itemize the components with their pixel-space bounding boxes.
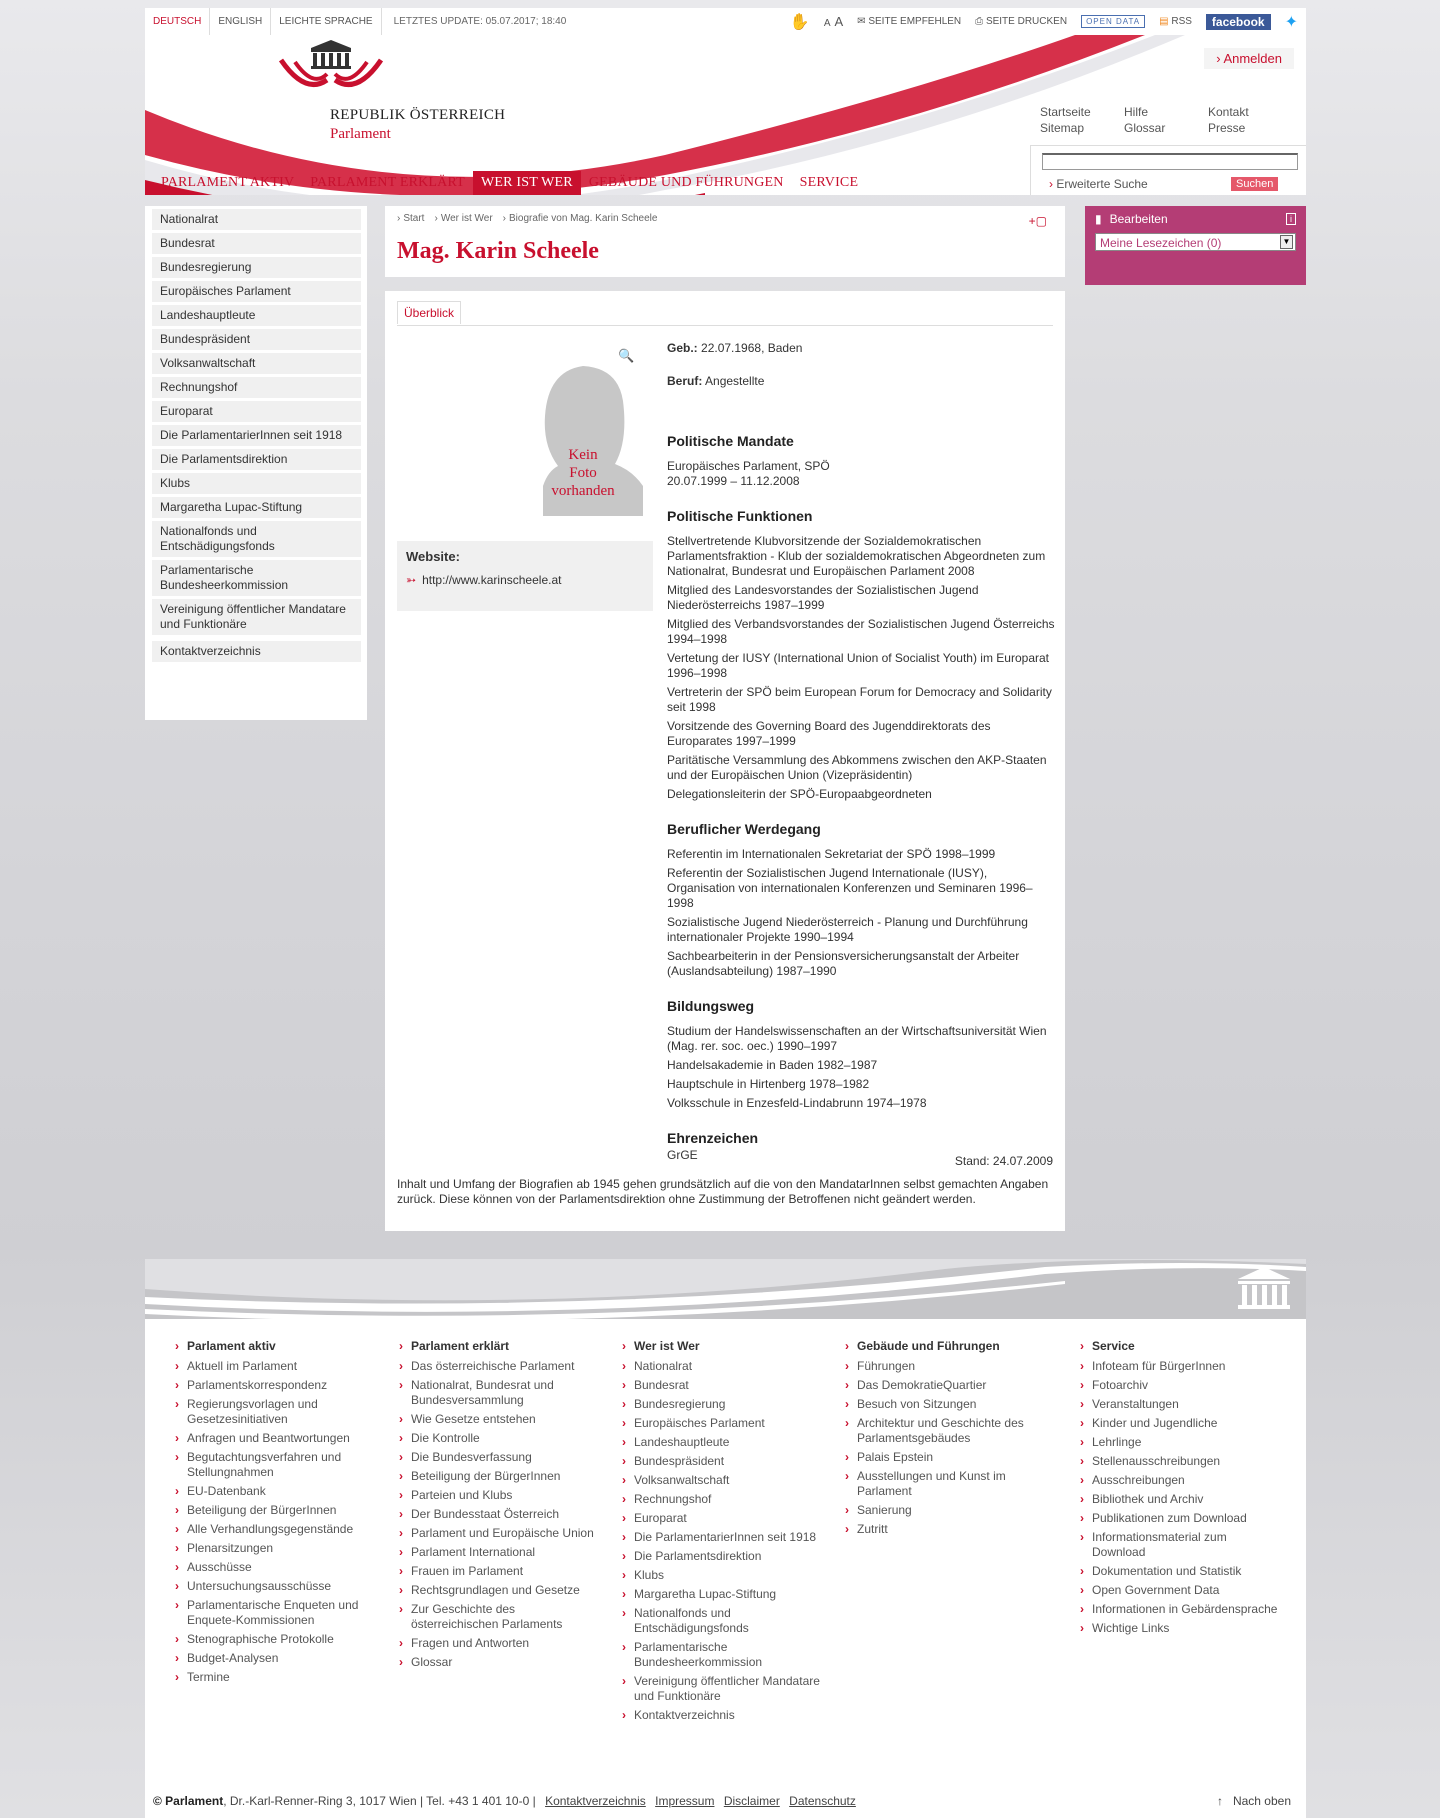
bio-item: Vertetung der IUSY (International Union of Socialist Youth) im Europarat 1996–1998	[667, 651, 1050, 680]
profession-value: Angestellte	[705, 374, 765, 388]
sidebar-item[interactable]: Kontaktverzeichnis	[152, 641, 361, 662]
biography	[667, 341, 1057, 1167]
parliament-logo-icon[interactable]	[275, 40, 387, 100]
footer-column	[622, 1339, 822, 1727]
footer-link-impressum[interactable]: Impressum	[655, 1794, 715, 1808]
search-box	[1030, 145, 1306, 195]
no-photo-line: vorhanden	[551, 483, 615, 499]
footer-link[interactable]: › Europarat	[622, 1511, 822, 1526]
footer-link[interactable]: › Plenarsitzungen	[175, 1541, 375, 1556]
bio-section-title: Politische Mandate	[667, 433, 794, 449]
footer-bottom	[153, 1794, 856, 1808]
page-title: Mag. Karin Scheele	[397, 238, 599, 264]
footer-link[interactable]: › Europäisches Parlament	[622, 1416, 822, 1431]
bio-item: Europäisches Parlament, SPÖ 20.07.1999 – 11.12.2008	[667, 459, 830, 488]
nav-service[interactable]: SERVICE	[799, 175, 859, 190]
profession-info	[667, 374, 1057, 389]
sidebar-item[interactable]: Rechnungshof	[152, 377, 361, 398]
link-hilfe[interactable]: Hilfe	[1124, 105, 1149, 119]
birth-info	[667, 341, 1057, 356]
sidebar-item[interactable]: Landeshauptleute	[152, 305, 361, 326]
sidebar-item[interactable]: Nationalrat	[152, 209, 361, 230]
breadcrumb-wer-ist-wer[interactable]: › Wer ist Wer	[434, 213, 492, 224]
footer-link[interactable]: › Rechtsgrundlagen und Gesetze	[399, 1583, 599, 1598]
sidebar-item[interactable]: Volksanwaltschaft	[152, 353, 361, 374]
magnifier-icon[interactable]: 🔍	[618, 348, 635, 363]
sidebar-item[interactable]: Die Parlamentsdirektion	[152, 449, 361, 470]
title-card	[385, 206, 1065, 277]
chevron-down-icon: ▼	[1280, 235, 1293, 249]
search-input[interactable]	[1042, 153, 1298, 170]
footer-link[interactable]: › Parlament International	[399, 1545, 599, 1560]
nav-gebaeude-fuehrungen[interactable]: GEBÄUDE UND FÜHRUNGEN	[588, 175, 784, 190]
sidebar-item[interactable]: Parlamentarische Bundesheerkommission	[152, 560, 361, 596]
footer-link[interactable]: › Klubs	[622, 1568, 822, 1583]
footer-link[interactable]: › Bundesregierung	[622, 1397, 822, 1412]
footer-link[interactable]: › Untersuchungsausschüsse	[175, 1579, 375, 1594]
main-content	[385, 291, 1065, 1231]
footer-link[interactable]: › Margaretha Lupac-Stiftung	[622, 1587, 822, 1602]
stand-date: Stand: 24.07.2009	[954, 1154, 1053, 1168]
website-link[interactable]	[406, 573, 644, 587]
footer-link[interactable]: › Alle Verhandlungsgegenstände	[175, 1522, 375, 1537]
login-button[interactable]	[1204, 48, 1294, 69]
sidebar-item[interactable]: Europarat	[152, 401, 361, 422]
footer-link[interactable]: › Landeshauptleute	[622, 1435, 822, 1450]
bio-item: Studium der Handelswissenschaften an der Wirtschaftsuniversität Wien (Mag. rer. soc. oec.) 1990–1997	[667, 1024, 1047, 1053]
footer-link[interactable]: › Zur Geschichte des österreichischen Parlaments	[399, 1602, 599, 1632]
footer-link[interactable]: › Informationsmaterial zum Download	[1080, 1530, 1280, 1560]
footer-link[interactable]: › Beteiligung der BürgerInnen	[399, 1469, 599, 1484]
top-tools	[790, 12, 1306, 32]
lang-deutsch[interactable]: DEUTSCH	[145, 8, 210, 35]
rss-link[interactable]	[1159, 16, 1192, 27]
chevron-right-icon: ›	[1049, 177, 1053, 191]
link-startseite[interactable]: Startseite	[1040, 105, 1091, 119]
footer-link[interactable]: › Begutachtungsverfahren und Stellungnahmen	[175, 1450, 375, 1480]
rss-label: RSS	[1171, 16, 1192, 27]
copyright: © Parlament	[153, 1794, 224, 1808]
edit-label[interactable]: Bearbeiten	[1109, 212, 1168, 226]
login-label: Anmelden	[1223, 51, 1282, 66]
back-to-top-label: Nach oben	[1232, 1794, 1291, 1808]
nav-parlament-aktiv[interactable]: PARLAMENT AKTIV	[161, 175, 295, 190]
footer-link[interactable]: › Budget-Analysen	[175, 1651, 375, 1666]
footer-column-title[interactable]: › Wer ist Wer	[622, 1339, 822, 1353]
footer-link[interactable]: › Anfragen und Beantwortungen	[175, 1431, 375, 1446]
footer-link[interactable]: › Zutritt	[845, 1522, 1045, 1537]
meta-links	[1040, 105, 1292, 135]
footer-link[interactable]: › Lehrlinge	[1080, 1435, 1280, 1450]
footer-link-kontaktverzeichnis[interactable]: Kontaktverzeichnis	[545, 1794, 646, 1808]
footer-link[interactable]: › Ausstellungen und Kunst im Parlament	[845, 1469, 1045, 1499]
footer-link[interactable]: › Führungen	[845, 1359, 1045, 1374]
footer-link[interactable]: › Wie Gesetze entstehen	[399, 1412, 599, 1427]
link-kontakt[interactable]: Kontakt	[1208, 105, 1249, 119]
bio-item: Hauptschule in Hirtenberg 1978–1982	[667, 1077, 870, 1091]
footer-link[interactable]: › Parlamentarische Bundesheerkommission	[622, 1640, 822, 1670]
footer-link[interactable]: › Sanierung	[845, 1503, 1045, 1518]
footer-link[interactable]: › Wichtige Links	[1080, 1621, 1280, 1636]
profession-label: Beruf:	[667, 374, 703, 388]
footer-link[interactable]: › Stellenausschreibungen	[1080, 1454, 1280, 1469]
font-size-controls	[824, 14, 843, 29]
footer-column-title[interactable]: › Parlament aktiv	[175, 1339, 375, 1353]
address: , Dr.-Karl-Renner-Ring 3, 1017 Wien | Tel. +43 1 401 10-0 |	[223, 1794, 536, 1808]
open-data-button[interactable]: OPEN DATA	[1081, 15, 1145, 28]
add-bookmark-icon[interactable]: +▢	[1028, 214, 1047, 228]
bookmark-panel-header	[1095, 212, 1296, 226]
lang-english[interactable]: ENGLISH	[210, 8, 271, 35]
bio-section-title: Politische Funktionen	[667, 508, 813, 524]
bio-section-title: Beruflicher Werdegang	[667, 821, 821, 837]
last-update: LETZTES UPDATE: 05.07.2017; 18:40	[393, 16, 567, 27]
footer-column-title[interactable]: › Parlament erklärt	[399, 1339, 599, 1353]
footer-link[interactable]: › Parlamentarische Enqueten und Enquete-Kommissionen	[175, 1598, 375, 1628]
back-to-top-link[interactable]	[1217, 1794, 1291, 1808]
footer-link[interactable]: › Bundespräsident	[622, 1454, 822, 1469]
envelope-icon: ✉	[857, 16, 866, 27]
birth-label: Geb.:	[667, 341, 698, 355]
breadcrumb-start[interactable]: › Start	[397, 213, 424, 224]
print-label: SEITE DRUCKEN	[985, 16, 1068, 27]
bio-item: Paritätische Versammlung des Abkommens zwischen den AKP-Staaten und der Europäischen Union (Vizepräsidentin)	[667, 753, 1047, 782]
bio-item: GrGE	[667, 1148, 698, 1162]
no-photo-line: Kein	[568, 447, 598, 463]
birth-value: 22.07.1968, Baden	[701, 341, 803, 355]
footer-link[interactable]: › EU-Datenbank	[175, 1484, 375, 1499]
footer-link[interactable]: › Open Government Data	[1080, 1583, 1280, 1598]
footer-column	[1080, 1339, 1280, 1640]
sidebar-item[interactable]: Vereinigung öffentlicher Mandatare und Funktionäre	[152, 599, 361, 635]
footer-link[interactable]: › Palais Epstein	[845, 1450, 1045, 1465]
footer-link[interactable]: › Die ParlamentarierInnen seit 1918	[622, 1530, 822, 1545]
bio-item: Delegationsleiterin der SPÖ-Europaabgeordneten	[667, 787, 932, 801]
footer-column-title[interactable]: › Service	[1080, 1339, 1280, 1353]
footer-link[interactable]: › Beteiligung der BürgerInnen	[175, 1503, 375, 1518]
bookmarks-select[interactable]	[1095, 233, 1296, 251]
footer	[145, 1259, 1306, 1818]
main-nav	[153, 171, 866, 195]
recommend-label: SEITE EMPFEHLEN	[868, 16, 962, 27]
sign-language-icon[interactable]: ✋	[789, 13, 810, 31]
bio-item: Mitglied des Landesvorstandes der Sozialistischen Jugend Niederösterreichs 1987–1999	[667, 583, 979, 612]
link-sitemap[interactable]: Sitemap	[1040, 121, 1085, 135]
nav-parlament-erklaert[interactable]: PARLAMENT ERKLÄRT	[310, 175, 465, 190]
footer-link[interactable]: › Fotoarchiv	[1080, 1378, 1280, 1393]
search-button[interactable]: Suchen	[1231, 177, 1278, 191]
footer-link[interactable]: › Das österreichische Parlament	[399, 1359, 599, 1374]
footer-column	[175, 1339, 375, 1689]
footer-link[interactable]: › Informationen in Gebärdensprache	[1080, 1602, 1280, 1617]
top-bar	[145, 8, 1306, 35]
footer-link[interactable]: › Architektur und Geschichte des Parlamentsgebäudes	[845, 1416, 1045, 1446]
chevron-right-icon: ›	[1216, 51, 1221, 66]
link-presse[interactable]: Presse	[1208, 121, 1246, 135]
parlament-subtitle: Parlament	[330, 126, 391, 142]
footer-link[interactable]: › Frauen im Parlament	[399, 1564, 599, 1579]
font-large-button[interactable]: A	[834, 14, 844, 29]
footer-link-datenschutz[interactable]: Datenschutz	[789, 1794, 856, 1808]
republic-title: REPUBLIK ÖSTERREICH	[330, 107, 506, 123]
sidebar-item[interactable]: Bundespräsident	[152, 329, 361, 350]
font-small-button[interactable]: A	[823, 18, 831, 29]
footer-link[interactable]: › Regierungsvorlagen und Gesetzesinitiativen	[175, 1397, 375, 1427]
footer-link-disclaimer[interactable]: Disclaimer	[723, 1794, 780, 1808]
recommend-link[interactable]	[857, 16, 961, 27]
bookmark-icon: ▮	[1095, 212, 1102, 226]
footer-link[interactable]: › Aktuell im Parlament	[175, 1359, 375, 1374]
footer-link[interactable]: › Besuch von Sitzungen	[845, 1397, 1045, 1412]
bio-item: Handelsakademie in Baden 1982–1987	[667, 1058, 878, 1072]
footer-link[interactable]: › Termine	[175, 1670, 375, 1685]
footer-link[interactable]: › Kinder und Jugendliche	[1080, 1416, 1280, 1431]
lang-leichte-sprache[interactable]: LEICHTE SPRACHE	[271, 8, 381, 35]
sidebar-item[interactable]: Margaretha Lupac-Stiftung	[152, 497, 361, 518]
bio-section-title: Bildungsweg	[667, 998, 755, 1014]
bookmark-panel	[1085, 206, 1306, 285]
no-photo-text	[523, 446, 643, 500]
advanced-search-label: Erweiterte Suche	[1056, 177, 1148, 191]
footer-link[interactable]: › Parlament und Europäische Union	[399, 1526, 599, 1541]
bio-item: Mitglied des Verbandsvorstandes der Sozialistischen Jugend Österreichs 1994–1998	[667, 617, 1055, 646]
footer-column	[845, 1339, 1045, 1541]
footer-link[interactable]: › Stenographische Protokolle	[175, 1632, 375, 1647]
footer-link[interactable]: › Nationalrat, Bundesrat und Bundesversammlung	[399, 1378, 599, 1408]
bio-item: Stellvertretende Klubvorsitzende der Sozialdemokratischen Parlamentsfraktion - Klub der sozialdemokratischen Abgeordneten zum Nationalrat, Bundesrat und Europäischen Parlament 2008	[667, 534, 1046, 578]
website-label: Website:	[406, 549, 460, 564]
footer-link[interactable]: › Nationalfonds und Entschädigungsfonds	[622, 1606, 822, 1636]
footer-link[interactable]: › Veranstaltungen	[1080, 1397, 1280, 1412]
footer-swoosh	[145, 1259, 1306, 1319]
footer-link[interactable]: › Volksanwaltschaft	[622, 1473, 822, 1488]
bio-item: Vertreterin der SPÖ beim European Forum for Democracy and Solidarity seit 1998	[667, 685, 1052, 714]
bookmarks-select-value: Meine Lesezeichen (0)	[1100, 236, 1222, 250]
footer-link[interactable]: › Nationalrat	[622, 1359, 822, 1374]
sidebar-item[interactable]: Die ParlamentarierInnen seit 1918	[152, 425, 361, 446]
bio-item: Volksschule in Enzesfeld-Lindabrunn 1974–1978	[667, 1096, 927, 1110]
footer-link[interactable]: › Bibliothek und Archiv	[1080, 1492, 1280, 1507]
footer-band	[145, 1259, 1306, 1319]
print-link[interactable]	[975, 16, 1067, 27]
info-icon[interactable]: i	[1286, 213, 1296, 225]
sidebar-item[interactable]: Bundesregierung	[152, 257, 361, 278]
tab-divider	[397, 325, 1053, 326]
footer-link[interactable]: › Ausschreibungen	[1080, 1473, 1280, 1488]
no-photo-line: Foto	[569, 465, 597, 481]
footer-link[interactable]: › Die Parlamentsdirektion	[622, 1549, 822, 1564]
bio-sections	[667, 434, 1057, 1163]
sidebar	[145, 206, 367, 720]
header	[145, 35, 1306, 195]
bio-item: Vorsitzende des Governing Board des Jugenddirektorats des Europarates 1997–1999	[667, 719, 991, 748]
link-glossar[interactable]: Glossar	[1124, 121, 1166, 135]
footer-link[interactable]: › Parteien und Klubs	[399, 1488, 599, 1503]
sidebar-item[interactable]: Bundesrat	[152, 233, 361, 254]
twitter-icon[interactable]: ✦	[1284, 13, 1298, 31]
bio-item: Sozialistische Jugend Niederösterreich - Planung und Durchführung internationaler Projekte 1990–1994	[667, 915, 1028, 944]
breadcrumb-current: › Biografie von Mag. Karin Scheele	[503, 213, 658, 224]
footer-link[interactable]: › Das DemokratieQuartier	[845, 1378, 1045, 1393]
footer-link[interactable]: › Parlamentskorrespondenz	[175, 1378, 375, 1393]
bio-section-title: Ehrenzeichen	[667, 1130, 759, 1146]
website-url: http://www.karinscheele.at	[422, 573, 562, 587]
sidebar-item[interactable]: Nationalfonds und Entschädigungsfonds	[152, 521, 361, 557]
advanced-search-link[interactable]	[1049, 177, 1148, 191]
breadcrumb	[397, 213, 657, 224]
footer-link[interactable]: › Die Kontrolle	[399, 1431, 599, 1446]
footer-link[interactable]: › Ausschüsse	[175, 1560, 375, 1575]
footer-link[interactable]: › Die Bundesverfassung	[399, 1450, 599, 1465]
footer-link[interactable]: › Publikationen zum Download	[1080, 1511, 1280, 1526]
rss-icon: ▤	[1159, 16, 1169, 27]
bio-disclaimer: Inhalt und Umfang der Biografien ab 1945 gehen grundsätzlich auf die von den MandatarInnen selbst gemachten Angaben zurück. Diese können von der Parlamentsdirektion ohne Zustimmung der Betroffenen nicht geändert werden.	[397, 1177, 1049, 1206]
nav-wer-ist-wer[interactable]: WER IST WER	[473, 171, 581, 195]
external-link-icon: ➳	[406, 573, 417, 587]
bio-item: Sachbearbeiterin in der Pensionsversicherungsanstalt der Arbeiter (Auslandsabteilung) 1987–1990	[667, 949, 1020, 978]
sidebar-item[interactable]: Klubs	[152, 473, 361, 494]
footer-link[interactable]: › Vereinigung öffentlicher Mandatare und Funktionäre	[622, 1674, 822, 1704]
bio-item: Referentin im Internationalen Sekretariat der SPÖ 1998–1999	[667, 847, 996, 861]
footer-link[interactable]: › Bundesrat	[622, 1378, 822, 1393]
footer-parliament-icon	[1234, 1265, 1294, 1311]
website-box	[397, 541, 653, 611]
sidebar-item[interactable]: Europäisches Parlament	[152, 281, 361, 302]
bio-item: Referentin der Sozialistischen Jugend Internationale (IUSY), Organisation von internationalen Konferenzen und Seminaren 1996–1998	[667, 866, 1033, 910]
tab-ueberblick[interactable]: Überblick	[397, 301, 461, 324]
footer-link[interactable]: › Fragen und Antworten	[399, 1636, 599, 1651]
arrow-up-icon: ↑	[1216, 1794, 1223, 1808]
footer-link[interactable]: › Rechnungshof	[622, 1492, 822, 1507]
footer-column-title[interactable]: › Gebäude und Führungen	[845, 1339, 1045, 1353]
facebook-button[interactable]: facebook	[1206, 14, 1271, 30]
footer-link[interactable]: › Infoteam für BürgerInnen	[1080, 1359, 1280, 1374]
footer-link[interactable]: › Der Bundesstaat Österreich	[399, 1507, 599, 1522]
footer-link[interactable]: › Dokumentation und Statistik	[1080, 1564, 1280, 1579]
footer-column	[399, 1339, 599, 1674]
footer-link[interactable]: › Glossar	[399, 1655, 599, 1670]
printer-icon: ⎙	[975, 16, 984, 27]
footer-link[interactable]: › Kontaktverzeichnis	[622, 1708, 822, 1723]
